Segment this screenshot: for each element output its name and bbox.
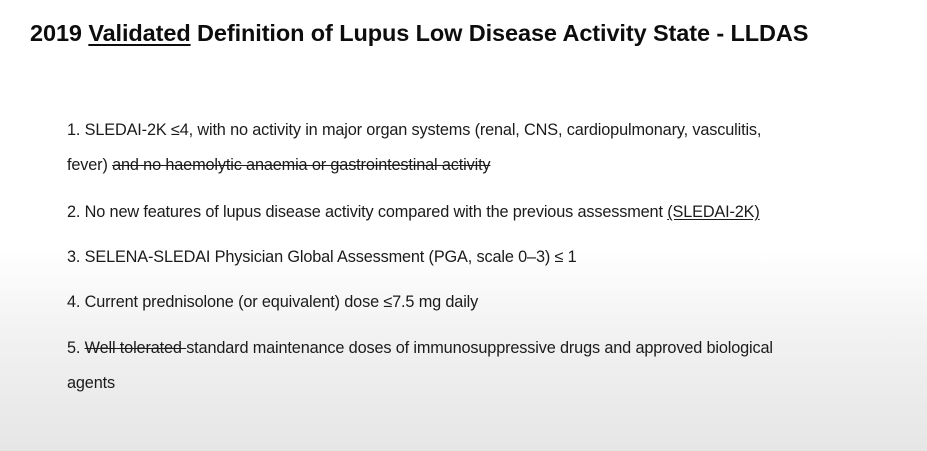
criterion-5-text: standard maintenance doses of immunosuppressive drugs and approved biological	[186, 339, 773, 357]
criterion-1-line-2	[67, 156, 490, 174]
title-validated: Validated	[88, 20, 191, 46]
criterion-3: 3. SELENA-SLEDAI Physician Global Assessment (PGA, scale 0–3) ≤ 1	[67, 248, 577, 266]
criterion-4: 4. Current prednisolone (or equivalent) dose ≤7.5 mg daily	[67, 293, 479, 311]
criterion-5-prefix: 5.	[67, 339, 85, 357]
slide-title	[30, 20, 808, 47]
title-suffix: Definition of Lupus Low Disease Activity State - LLDAS	[190, 20, 809, 46]
criterion-5-line-2: agents	[67, 374, 115, 392]
criterion-1-line-1: 1. SLEDAI-2K ≤4, with no activity in major organ systems (renal, CNS, cardiopulmonary, vasculitis,	[67, 121, 762, 139]
criterion-2-underlined: (SLEDAI-2K)	[667, 203, 760, 221]
criterion-5-struck-text: Well tolerated	[84, 339, 187, 357]
criterion-1-line-2-text: fever)	[67, 156, 113, 174]
criterion-5-line-1	[67, 339, 773, 357]
criterion-2-text: 2. No new features of lupus disease activity compared with the previous assessment	[67, 203, 668, 221]
criterion-1-struck-text: and no haemolytic anaemia or gastrointestinal activity	[112, 156, 491, 174]
title-prefix: 2019	[30, 20, 89, 46]
criterion-2	[67, 203, 760, 221]
